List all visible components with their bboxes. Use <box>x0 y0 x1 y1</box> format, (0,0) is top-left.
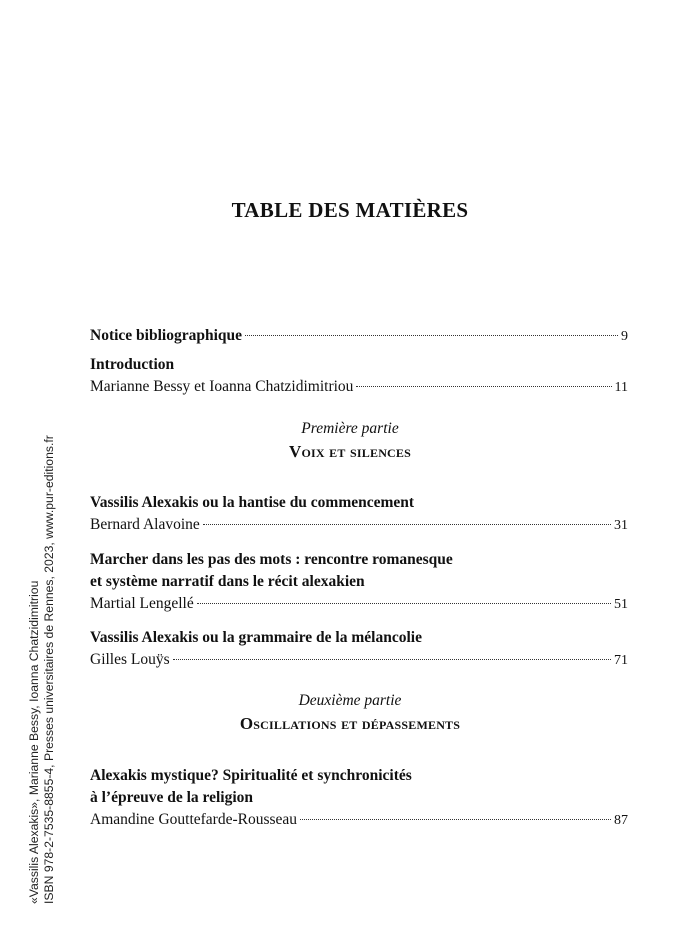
toc-entry-page: 87 <box>614 813 628 828</box>
toc-entry-author: Martial Lengellé <box>90 595 194 612</box>
copyright-line-1: «Vassilis Alexakis», Marianne Bessy, Ioanna Chatzidimitriou <box>27 580 41 904</box>
toc-entry-notice[interactable] <box>90 325 628 348</box>
toc-entry-author: Amandine Gouttefarde-Rousseau <box>90 811 298 828</box>
toc-entry-page: 9 <box>621 329 628 344</box>
toc-entry-title: Notice bibliographique <box>90 327 243 344</box>
toc-entry[interactable] <box>90 627 628 672</box>
dot-leader <box>197 602 611 604</box>
toc-entry-title: Introduction <box>90 356 175 373</box>
copyright-note <box>27 424 57 904</box>
part-header-2 <box>0 690 700 736</box>
toc-entry-title: Vassilis Alexakis ou la hantise du commencement <box>90 494 415 511</box>
toc-entry-title: Vassilis Alexakis ou la grammaire de la mélancolie <box>90 629 422 646</box>
copyright-line-2: ISBN 978-2-7535-8855-4, Presses universitaires de Rennes, 2023, www.pur-editions.fr <box>42 435 56 904</box>
toc-entry[interactable] <box>90 765 628 832</box>
toc-entry-page: 11 <box>614 380 628 395</box>
toc-entry-page: 31 <box>614 518 628 533</box>
toc-entry-introduction[interactable] <box>90 354 628 399</box>
toc-entry-author: Marianne Bessy et Ioanna Chatzidimitriou <box>90 378 354 395</box>
page-title: TABLE DES MATIÈRES <box>231 198 469 222</box>
toc-entry-title-line-1: Marcher dans les pas des mots : rencontre romanesque <box>90 551 453 568</box>
part-heading: Voix et silences <box>288 442 412 461</box>
dot-leader <box>245 334 618 336</box>
part-subtitle: Première partie <box>301 420 399 437</box>
dot-leader <box>173 658 611 660</box>
toc-entry-author: Bernard Alavoine <box>90 516 200 533</box>
dot-leader <box>356 385 611 387</box>
part-subtitle: Deuxième partie <box>298 692 402 709</box>
toc-entry-page: 51 <box>614 597 628 612</box>
part-heading: Oscillations et dépassements <box>239 714 461 733</box>
dot-leader <box>203 523 611 525</box>
toc-entry[interactable] <box>90 492 628 537</box>
part-header-1 <box>0 418 700 464</box>
toc-entry-title-line-2: à l’épreuve de la religion <box>90 789 254 806</box>
toc-entry-title-line-1: Alexakis mystique? Spiritualité et synchronicités <box>90 767 412 784</box>
toc-entry-page: 71 <box>614 653 628 668</box>
toc-entry-title-line-2: et système narratif dans le récit alexakien <box>90 573 365 590</box>
toc-entry-author: Gilles Louÿs <box>90 651 170 668</box>
toc-entry[interactable] <box>90 549 628 616</box>
dot-leader <box>300 818 611 820</box>
